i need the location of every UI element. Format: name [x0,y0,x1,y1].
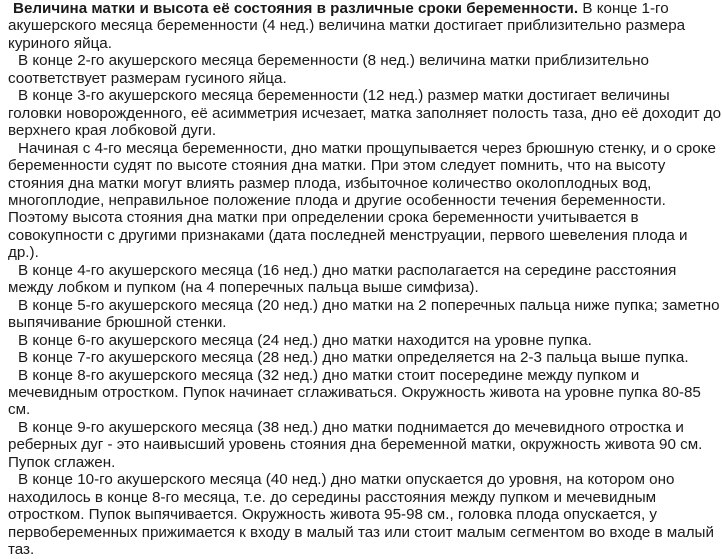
intro-paragraph [8,0,722,52]
paragraph-month-4: В конце 4-го акушерского месяца (16 нед.) дно матки располагается на середине расстояния между лобком и пупком (на 4 поперечных пальца выше симфиза). [8,261,677,297]
paragraph-month-8: В конце 8-го акушерского месяца (32 нед.) дно матки стоит посередине между пупком и мечевидным отростком. Пупок начинает сглаживаться. Окружность живота на уровне пупка 80-85 см. [8,366,701,419]
paragraph-month-7: В конце 7-го акушерского месяца (28 нед.) дно матки определяется на 2-3 пальца выше пупка. [18,349,689,367]
paragraph-month-6: В конце 6-го акушерского месяца (24 нед.) дно матки находится на уровне пупка. [18,331,592,349]
paragraph-month-9: В конце 9-го акушерского месяца (38 нед.) дно матки поднимается до мечевидного отростка и реберных дуг - это наивысший уровень стояния дна беременной матки, окружность живота 90 см. Пупок сглажен. [8,418,703,471]
paragraph-month-5: В конце 5-го акушерского месяца (20 нед.) дно матки на 2 поперечных пальца ниже пупка; заметно выпячивание брюшной стенки. [8,296,720,332]
paragraph-fundus-palpation: Начиная с 4-го месяца беременности, дно матки прощупывается через брюшную стенку, и о сроке беременности судят по высоте стояния дна матки. При этом следует помнить, что на высоту стояния дна матки могут влиять размер плода, избыточное количество околоплодных вод, многоплодие, неправильное положение плода и другие особенности течения беременности. Поэтому высота стояния дна матки при определении срока беременности учитывается в совокупности с другими признаками (дата последней менструации, первого шевеления плода и др.). [8,139,716,262]
document-page [8,0,722,559]
document-title: Величина матки и высота её состояния в различные сроки беременности. [13,0,579,17]
paragraph-month-1: В конце 1-го акушерского месяца беременности (4 нед.) величина матки достигает приблизительно размера куриного яйца. [8,0,686,52]
paragraph-month-3: В конце 3-го акушерского месяца беременности (12 нед.) размер матки достигает величины головки новорожденного, её асимметрия исчезает, матка заполняет полость таза, дно её доходит до верхнего края лобковой дуги. [8,87,722,140]
paragraph-month-10: В конце 10-го акушерского месяца (40 нед.) дно матки опускается до уровня, на котором оно находилось в конце 8-го месяца, т.е. до середины расстояния между пупком и мечевидным отростком. Пупок выпячивается. Окружность живота 95-98 см., головка плода опускается, у первобеременных прижимается к входу в малый таз или стоит малым сегментом во входе в малый таз. [8,471,714,559]
paragraph-month-2: В конце 2-го акушерского месяца беременности (8 нед.) величина матки приблизительно соответствует размерам гусиного яйца. [8,52,649,87]
